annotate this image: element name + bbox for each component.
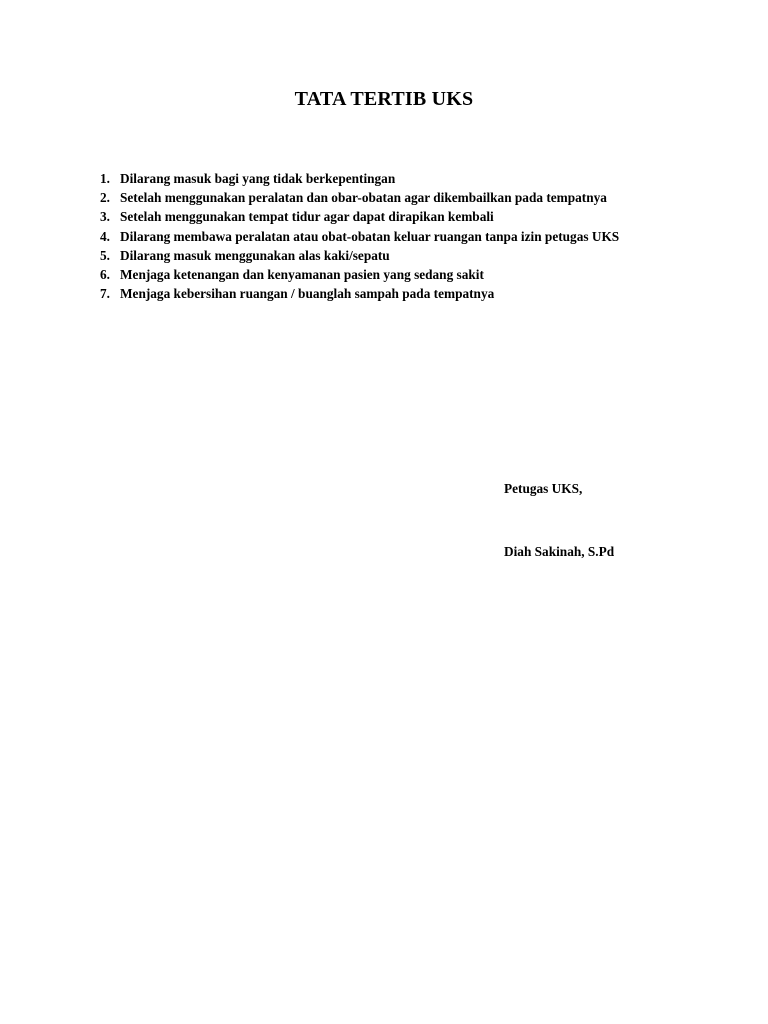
rule-item: [100, 265, 680, 284]
signature-name: Diah Sakinah, S.Pd: [504, 544, 615, 559]
rule-number: 7.: [100, 286, 110, 302]
rule-item: [100, 284, 680, 303]
rule-text: Dilarang membawa peralatan atau obat-obatan keluar ruangan tanpa izin petugas UKS: [120, 228, 620, 244]
rule-item: [100, 227, 680, 246]
rule-number: 4.: [100, 228, 110, 244]
rule-item: [100, 188, 680, 207]
rule-text: Menjaga ketenangan dan kenyamanan pasien yang sedang sakit: [120, 267, 484, 283]
rule-number: 3.: [100, 209, 110, 225]
rule-number: 6.: [100, 267, 110, 283]
rule-text: Dilarang masuk menggunakan alas kaki/sepatu: [120, 247, 390, 263]
rule-item: [100, 207, 680, 226]
signature-role: Petugas UKS,: [504, 481, 583, 496]
rule-text: Menjaga kebersihan ruangan / buanglah sampah pada tempatnya: [120, 286, 495, 302]
rule-number: 5.: [100, 247, 110, 263]
rule-text: Dilarang masuk bagi yang tidak berkepentingan: [120, 171, 396, 186]
rule-text: Setelah menggunakan peralatan dan obar-obatan agar dikembailkan pada tempatnya: [120, 190, 607, 206]
page-title: TATA TERTIB UKS: [294, 88, 474, 110]
rule-number: 2.: [100, 190, 110, 206]
rule-item: [100, 169, 680, 188]
rules-list: [100, 169, 680, 303]
rule-item: [100, 246, 680, 265]
rule-number: 1.: [100, 171, 110, 186]
rule-text: Setelah menggunakan tempat tidur agar dapat dirapikan kembali: [120, 209, 494, 225]
